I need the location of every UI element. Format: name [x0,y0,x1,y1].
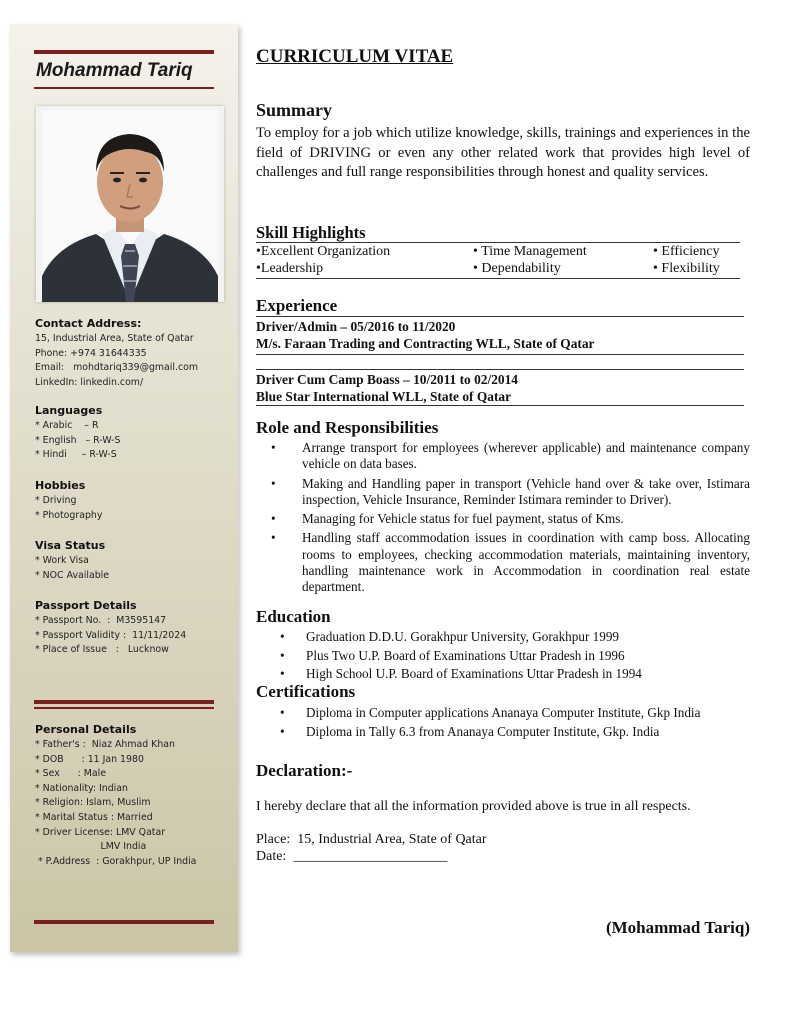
experience-rule [256,405,744,406]
contact-phone[interactable]: Phone: +974 31644335 [35,347,147,359]
summary-text: To employ for a job which utilize knowledge, skills, trainings and experiences in the field of DRIVING or even any other related work that provides high level of challenges and full range responsibilities through honest and quality services. [256,125,750,180]
passport-section [35,598,240,658]
bullet-icon: • [271,440,276,455]
experience-rule [256,316,744,317]
experience-heading: Experience [256,296,338,315]
visa-section [35,538,240,583]
language-item: * Hindi – R-W-S [35,449,117,461]
hobby-item: * Driving [35,495,77,506]
list-item [256,440,750,473]
personal-rule-top-thin [34,707,214,709]
personal-item: * Sex : Male [35,768,106,780]
bullet-icon: • [280,666,285,681]
certifications-list [256,704,750,741]
place-line: Place: 15, Industrial Area, State of Qatar [256,832,487,847]
skills-rule-bottom [256,278,740,279]
skill-item: •Leadership [256,261,324,276]
list-item [256,665,750,684]
certification-text: Diploma in Tally 6.3 from Ananaya Computer Institute, Gkp. India [306,723,660,739]
list-item [256,723,750,742]
bullet-icon: • [271,475,276,491]
education-list [256,628,750,684]
skill-item: •Excellent Organization [256,244,391,259]
certifications-heading: Certifications [256,682,356,701]
experience-rule [256,354,744,355]
bullet-icon: • [271,530,276,546]
role-text: Making and Handling paper in transport (Vehicle hand over & take over, Istimara inspection, Vehicle Insurance, Reminder Istimara reminder to Driver). [302,475,750,507]
summary-heading: Summary [256,100,332,120]
role-text: Managing for Vehicle status for fuel payment, status of Kms. [302,511,624,527]
skill-item: • Flexibility [653,261,720,276]
profile-photo-illustration [36,106,224,302]
passport-item: * Passport Validity : 11/11/2024 [35,629,187,641]
list-item [256,476,750,509]
list-item [256,704,750,723]
personal-item: * DOB : 11 Jan 1980 [35,753,144,765]
sidebar [10,24,238,952]
role-heading: Role and Responsibilities [256,418,439,437]
contact-linkedin[interactable]: LinkedIn: linkedin.com/ [35,376,144,388]
date-line: Date: ______________________ [256,849,448,864]
list-item [256,628,750,647]
list-item [256,511,750,527]
contact-section [35,316,240,390]
visa-item: * Work Visa [35,555,89,566]
contact-email[interactable]: Email: mohdtariq339@gmail.com [35,362,199,374]
bullet-icon: • [280,647,285,663]
contact-address: 15, Industrial Area, State of Qatar [35,333,194,344]
education-text: Graduation D.D.U. Gorakhpur University, Gorakhpur 1999 [306,629,620,644]
profile-photo [36,106,224,302]
language-item: * Arabic – R [35,420,99,431]
personal-item: * P.Address : Gorakhpur, UP India [35,855,197,867]
bullet-icon: • [271,511,276,527]
personal-heading: Personal Details [35,723,137,736]
hobby-item: * Photography [35,509,103,521]
list-item [256,530,750,595]
personal-item: * Driver License: LMV Qatar [35,826,166,838]
passport-item: * Place of Issue : Lucknow [35,644,169,656]
bullet-icon: • [280,723,285,739]
declaration-heading: Declaration:- [256,761,353,780]
personal-item: * Religion: Islam, Muslim [35,797,151,809]
skill-item: • Dependability [473,261,561,276]
languages-heading: Languages [35,404,103,417]
education-text: High School U.P. Board of Examinations Uttar Pradesh in 1994 [306,666,642,681]
skill-item: • Time Management [473,244,587,259]
skills-rule-top [256,242,740,243]
role-text: Arrange transport for employees (wherever applicable) and maintenance company vehicle on data bases. [302,440,750,472]
language-item: * English – R-W-S [35,434,121,446]
personal-item: LMV India [35,841,147,853]
passport-heading: Passport Details [35,599,137,612]
list-item [256,647,750,666]
hobbies-heading: Hobbies [35,479,86,492]
experience-title: Driver/Admin – 05/2016 to 11/2020 [256,319,456,334]
role-text: Handling staff accommodation issues in coordination with camp boss. Allocating rooms to employees, checking accommodation materials, maintaining inventory, handling maintenance work in Accommodation in coordination real estate department. [302,530,750,595]
skills-heading: Skill Highlights [256,223,366,242]
personal-rule-top [34,700,214,704]
personal-item: * Father's : Niaz Ahmad Khan [35,739,175,750]
candidate-name: Mohammad Tariq [36,60,193,81]
experience-title: Driver Cum Camp Boass – 10/2011 to 02/2014 [256,372,518,387]
name-rule-top [34,50,214,54]
name-rule-bottom [34,87,214,89]
experience-company: Blue Star International WLL, State of Qatar [256,389,512,404]
contact-heading: Contact Address: [35,317,142,330]
sidebar-rule-bottom [34,920,214,924]
signature: (Mohammad Tariq) [605,918,750,937]
bullet-icon: • [280,629,285,644]
cv-title: CURRICULUM VITAE [256,46,454,67]
personal-item: * Marital Status : Married [35,811,153,823]
education-text: Plus Two U.P. Board of Examinations Uttar Pradesh in 1996 [306,647,625,663]
hobbies-section [35,478,240,523]
declaration-text: I hereby declare that all the information provided above is true in all respects. [256,799,691,814]
education-heading: Education [256,607,331,626]
role-list [256,440,750,599]
skill-item: • Efficiency [653,244,720,259]
bullet-icon: • [280,705,285,720]
certification-text: Diploma in Computer applications Ananaya Computer Institute, Gkp India [306,705,701,720]
visa-heading: Visa Status [35,539,106,552]
experience-rule [256,369,744,370]
passport-item: * Passport No. : M3595147 [35,615,167,626]
personal-section [35,722,240,869]
experience-company: M/s. Faraan Trading and Contracting WLL, State of Qatar [256,336,595,351]
languages-section [35,403,240,463]
personal-item: * Nationality: Indian [35,782,128,794]
visa-item: * NOC Available [35,569,110,581]
